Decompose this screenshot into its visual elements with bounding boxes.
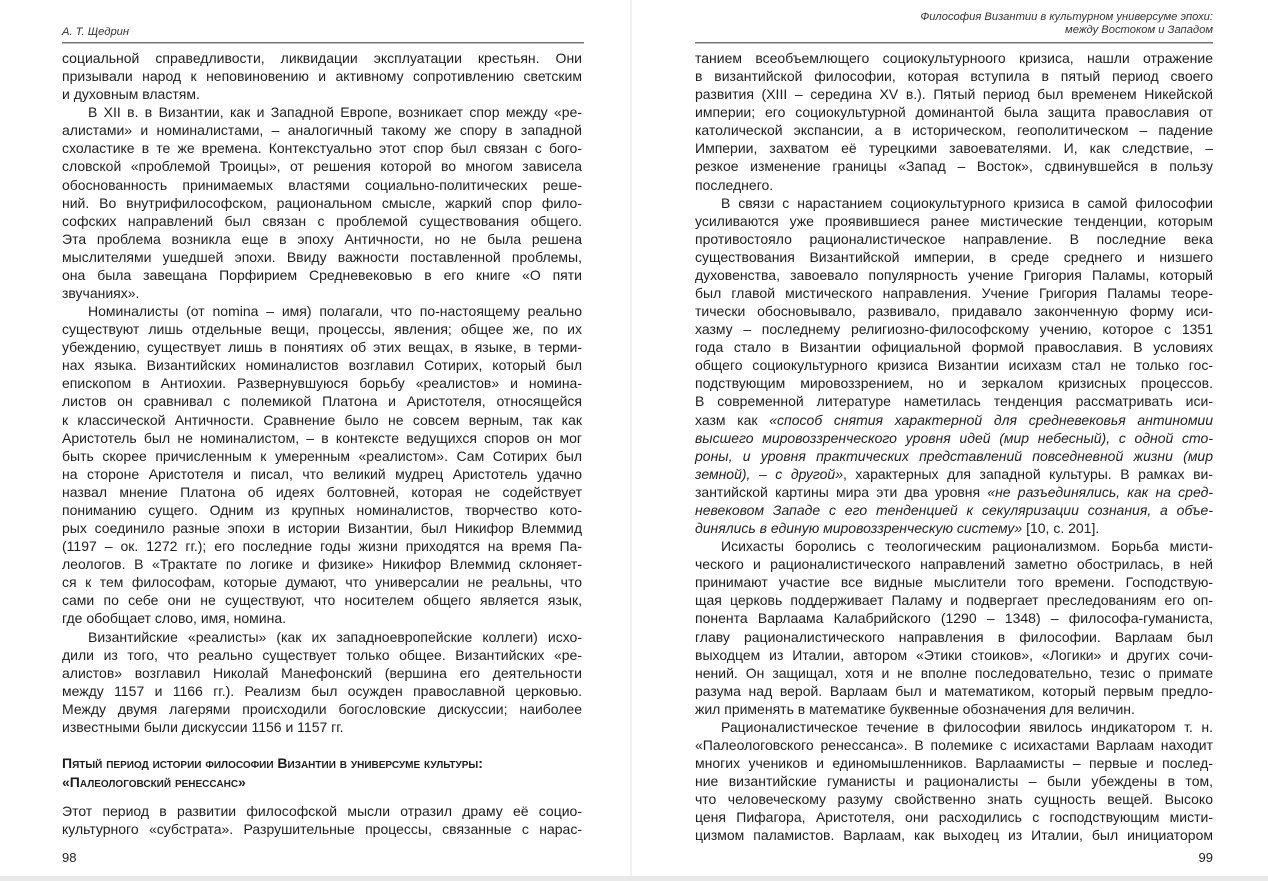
- paragraph: [62, 49, 582, 103]
- paragraph: [695, 537, 1213, 718]
- running-head-author: А. Т. Щедрин: [62, 26, 130, 38]
- text-line: многих учеников и единомышленников. Варлаамисты – первые и послед-: [695, 755, 1213, 772]
- text-run: хазм как: [695, 411, 770, 428]
- text-line: жил применять в математике буквенные обозначения для величин.: [695, 700, 1135, 717]
- text-line: В современной литературе наметилась тенденция рассматривать иси-: [695, 393, 1213, 410]
- text-line: нах языка. Византийских номиналистов возглавил Сотирих, который был: [62, 357, 582, 374]
- text-line: выходцем из Италии, автором «Этики стоиков», «Логики» и других сочи-: [695, 646, 1213, 663]
- page-number: 98: [62, 850, 77, 865]
- text-line: Этот период в развитии философской мысли отразил драму её социо-: [62, 803, 582, 819]
- text-line: ческого и рационалистического направлений заметно обострилась, в ней: [695, 556, 1213, 573]
- text-line: В связи с нарастанием социокультурного кризиса в самой философии: [721, 194, 1213, 211]
- running-head-line: Философия Византии в культурном универсуме эпохи:: [920, 11, 1213, 23]
- text-line: Между двумя лагерями происходили богословские дискуссии; наиболее: [62, 700, 582, 717]
- text-line: «Палеологовского ренессанса». В полемике с исихастами Варлаам находит: [695, 736, 1213, 753]
- text-line: ценя Пифагора, Аристотеля, они расходились с господствующим мисти-: [695, 809, 1213, 826]
- text-line: схоластике в те же времена. Контекстуально этот спор был связан с бого-: [62, 140, 582, 157]
- text-line: щая церковь поддерживает Паламу и подвергает преследованиям его оп-: [695, 592, 1213, 609]
- text-run: , характерных для западной культуры. В рамках ви-: [843, 465, 1213, 482]
- text-line: известными были дискуссии 1156 и 1157 гг.: [62, 718, 344, 735]
- text-line: социальной справедливости, ликвидации эксплуатации крестьян. Они: [62, 50, 582, 66]
- text-line: обоснованность принимаемых властями социально-политических реше-: [62, 176, 582, 193]
- text-line: резкое изменение границы «Запад – Восток», сдвинувшейся в пользу: [695, 158, 1213, 175]
- text-line: принимают участие все видные мыслители того времени. Господствую-: [695, 574, 1213, 591]
- text-line: она была завещана Порфирием Средневековью в его книге «О пяти: [62, 266, 582, 283]
- text-line: и духовным властям.: [62, 86, 200, 103]
- section-heading-line: Пятый период истории философии Византии в универсуме культуры:: [62, 755, 483, 771]
- text-line: Номиналисты (от nomina – имя) полагали, что по-настоящему реально: [88, 303, 582, 320]
- text-line: на стороне Аристотеля и писал, что великий мудрец Аристотель удачно: [62, 465, 582, 482]
- text-line: Аристотель был не номиналистом, – в контексте ведущихся споров он мог: [62, 429, 582, 446]
- text-line: существуют лишь отдельные вещи, процессы, явления; общее же, по их: [62, 321, 582, 338]
- text-line: последнего.: [695, 176, 774, 193]
- text-line: подствующим мировоззрением, но и зеркалом кризисных процессов.: [695, 375, 1213, 392]
- text-line: культурного «субстрата». Разрушительные процессы, связанные с нарас-: [62, 821, 582, 838]
- text-line: [695, 429, 1213, 447]
- text-line: ние византийские гуманисты и рационалисты – были убеждены в том,: [695, 773, 1213, 790]
- paragraph: [695, 718, 1213, 845]
- body-text: [695, 49, 1213, 844]
- text-line: нений. Он защищал, хотя и не вполне последовательно, тезис о примате: [695, 664, 1213, 681]
- quotation-text: «способ снятия характерной для средневековья антиномии: [769, 411, 1213, 428]
- right-page: [632, 0, 1268, 876]
- text-line: ний. Во внутрифилософском, рациональном смысле, жаркий спор фило-: [62, 194, 582, 211]
- text-line: где обобщает слово, имя, номина.: [62, 610, 286, 627]
- text-line: танием всеобъемлющего социокультурноого кризиса, нашли отражение: [695, 50, 1213, 66]
- text-line: духовенства, завоевало популярность учение Григория Паламы, который: [695, 266, 1213, 283]
- text-line: [695, 501, 1213, 519]
- text-line: империи; его социокультурной доминантой была защита православия от: [695, 104, 1213, 121]
- text-line: [695, 483, 1213, 501]
- section-heading-line: «Палеологовский ренессанс»: [62, 773, 246, 790]
- paragraph: [62, 103, 582, 302]
- quotation-text: невековом Западе с его тенденцией к секуляризации сознания, а объе-: [695, 501, 1213, 518]
- text-line: епископом в Антиохии. Развернувшуюся борьбу «реалистов» и номина-: [62, 375, 582, 392]
- text-line: усиливаются уже проявившиеся ранее мистические тенденции, которым: [695, 212, 1213, 229]
- paragraph: [62, 628, 582, 736]
- section-opening-text: [62, 802, 582, 838]
- text-line: ся к тем философам, которые думают, что универсалии не реальны, что: [62, 574, 582, 591]
- text-line: Исихасты боролись с теологическим рационализмом. Борьба мисти-: [721, 538, 1213, 555]
- text-line: словской «проблемой Троицы», от решения которой во многом зависела: [62, 158, 582, 175]
- header-rule: [695, 42, 1213, 44]
- header-rule: [62, 42, 584, 44]
- text-line: софских направлений был связан с проблемой существования общего.: [62, 212, 582, 229]
- body-text: [62, 49, 582, 736]
- text-line: быть скорее причисленным к умеренным «реалистом». Сам Сотирих был: [62, 447, 582, 464]
- text-line: дили из того, что реально существует только общее. Византийских «ре-: [62, 646, 582, 663]
- text-line: в византийской философии, которая вступила в пятый период своего: [695, 68, 1213, 85]
- text-line: пониманию сущего. Одним из крупных номиналистов, творчество кото-: [62, 501, 582, 518]
- paragraph: [62, 302, 582, 627]
- quotation-text: земной), – с другой»: [695, 465, 843, 482]
- text-line: призывали народ к неповиновению и активному сопротивлению светским: [62, 68, 582, 85]
- text-line: Империи, захватом её турецкими завоевателями. И, как следствие, –: [695, 140, 1213, 157]
- text-line: цизмом паламистов. Варлаам, как выходец из Италии, был инициатором: [695, 827, 1213, 844]
- text-line: существования Византийской империи, в среде среднего и низшего: [695, 248, 1213, 265]
- text-line: между 1157 и 1166 гг.). Реализм был осужден православной церковью.: [62, 682, 582, 699]
- quotation-text: высшего мировоззренческого уровня идей (мир небесный), с одной сто-: [695, 429, 1213, 446]
- text-line: [695, 447, 1213, 465]
- quotation-text: роны, и уровня практических представлений повседневной жизни (мир: [695, 447, 1213, 464]
- text-run: зантийской картины мира эти два уровня: [695, 483, 988, 500]
- text-line: хазму – последнему религиозно-философскому учению, которое с 1351: [695, 321, 1213, 338]
- text-line: звучаниях».: [62, 285, 140, 302]
- text-line: года стало в Византии официальной формой православия. В условиях: [695, 339, 1213, 356]
- text-line: к классической Античности. Сравнение было не совсем верным, так как: [62, 411, 582, 428]
- text-line: тически обосновывало, развивало, придавало законченную форму иси-: [695, 303, 1213, 320]
- paragraph: [695, 49, 1213, 194]
- paragraph: [695, 194, 1213, 537]
- text-line: (1197 – ок. 1272 гг.); его последние годы жизни приходятся на время Па-: [62, 538, 582, 555]
- section-heading: [62, 754, 582, 791]
- text-line: главу рационалистического направления в философии. Варлаам был: [695, 628, 1213, 645]
- text-line: Эта проблема возникла еще в эпоху Античности, но не была решена: [62, 230, 582, 247]
- text-line: разума над верой. Варлаам был и математиком, который первым предло-: [695, 682, 1213, 699]
- text-run: [10, с. 201].: [1022, 520, 1100, 537]
- quotation-text: динялись в единую мировоззренческую систему»: [695, 520, 1023, 537]
- text-line: сами по себе они не существуют, что носителем общего является язык,: [62, 592, 582, 609]
- page-number: 99: [1198, 850, 1213, 865]
- text-line: был главой мистического направления. Учение Григория Паламы теоре-: [695, 285, 1213, 302]
- text-line: понента Варлаама Калабрийского (1290 – 1348) – философа-гуманиста,: [695, 610, 1213, 627]
- text-line: алистами» и номиналистами, – аналогичный такому же спору в западной: [62, 122, 582, 139]
- text-line: что человеческому разуму свойственно знать сущность вещей. Высоко: [695, 791, 1213, 808]
- quotation-text: «не разъединялись, как на сред-: [987, 483, 1213, 500]
- text-line: противостояло рационалистическое направление. В последние века: [695, 230, 1213, 247]
- text-line: леологов. В «Трактате по логике и физике» Никифор Влеммид склоняет-: [62, 556, 582, 573]
- text-line: Византийские «реалисты» (как их западноевропейские коллеги) исхо-: [88, 628, 582, 645]
- text-line: листов он сравнивал с полемикой Платона и Аристотеля, относящейся: [62, 393, 582, 410]
- text-line: мыслителями ушедшей эпохи. Ввиду важности поставленной проблемы,: [62, 248, 582, 265]
- running-head-title: [920, 11, 1213, 37]
- text-line: развития (XIII – середина XV в.). Пятый период был временем Никейской: [695, 86, 1213, 103]
- text-line: алистов» возглавил Николай Манефонский (вершина его деятельности: [62, 664, 582, 681]
- text-line: убеждению, существует лишь в понятиях об этих вещах, в языке, в терми-: [62, 339, 582, 356]
- bottom-edge: [0, 876, 1268, 881]
- left-page: [0, 0, 630, 876]
- text-line: назвал мнение Платона об идеях болтовней, которая не содействует: [62, 483, 582, 500]
- text-line: общего социокультурного кризиса Византии исихазм стал не только гос-: [695, 357, 1213, 374]
- text-line: В XII в. в Византии, как и Западной Европе, возникает спор между «ре-: [88, 104, 582, 121]
- running-head-line: между Востоком и Западом: [1065, 24, 1213, 36]
- text-line: [695, 465, 1213, 483]
- text-line: [695, 411, 1213, 429]
- text-line: Рационалистическое течение в философии явилось индикатором т. н.: [721, 718, 1213, 735]
- text-line: рых соединило разные эпохи в истории Византии, был Никифор Влеммид: [62, 520, 582, 537]
- text-line: [695, 519, 1213, 537]
- text-line: католической экспансии, а в историческом, геополитическом – падение: [695, 122, 1213, 139]
